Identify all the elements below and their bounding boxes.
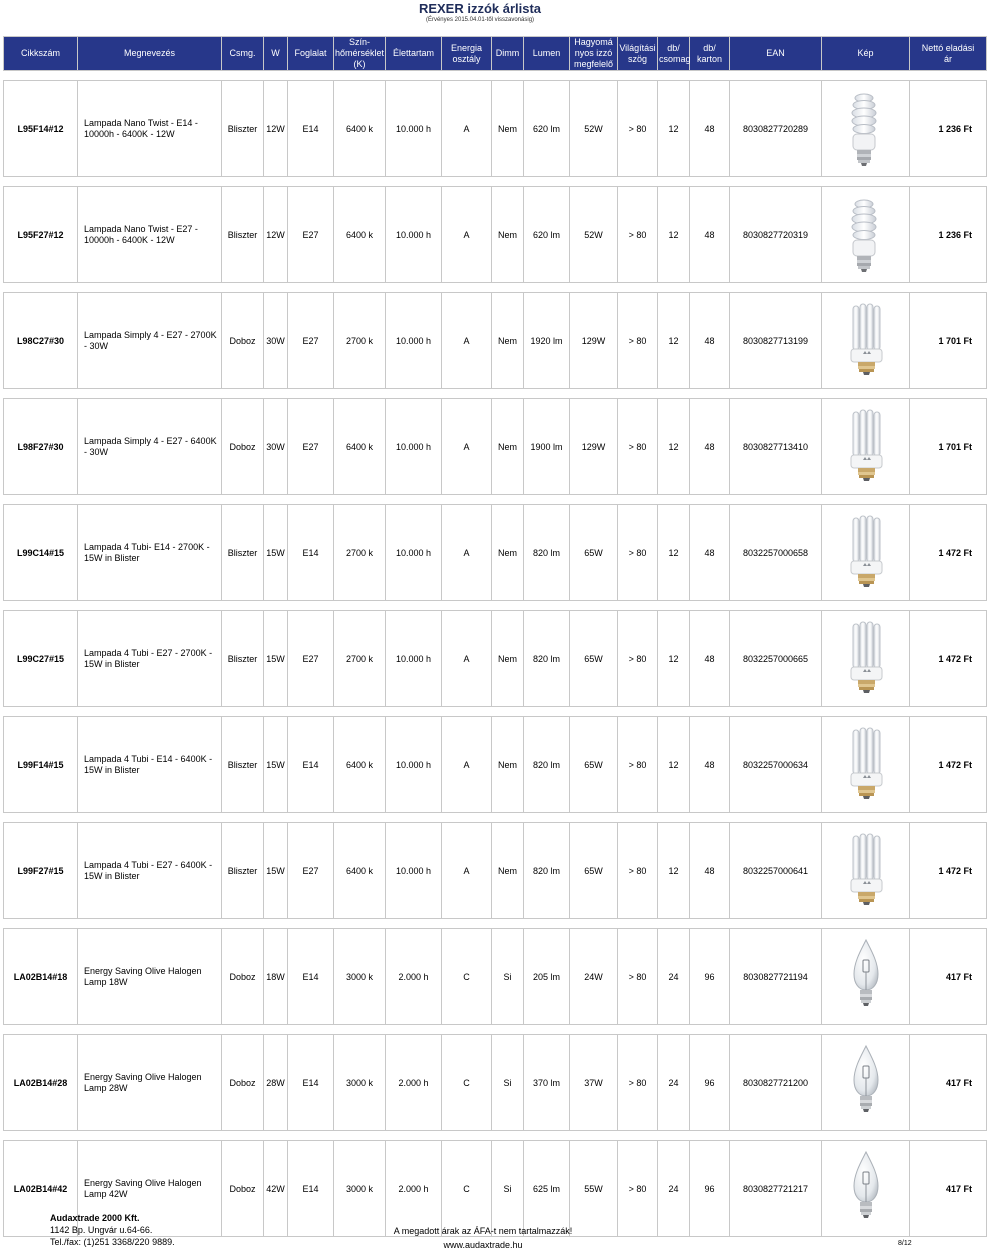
cell-dimmable: Nem [492,81,524,177]
row-spacer [4,71,987,81]
cell-dimmable: Nem [492,823,524,919]
table-row [4,505,987,601]
table-row [4,187,987,283]
cell-pack: Doboz [222,1141,264,1237]
cell-dimmable: Si [492,1035,524,1131]
cell-sku: L99F14#15 [4,717,78,813]
cell-lifetime: 10.000 h [386,717,442,813]
tube-cfl-bulb-icon [844,302,888,380]
cell-watt: 30W [264,293,288,389]
cell-energy-class: A [442,505,492,601]
cell-per-carton: 48 [690,399,730,495]
cell-per-pack: 12 [658,823,690,919]
footer-center [383,1224,583,1252]
cell-price: 417 Ft [910,1035,987,1131]
cell-price: 1 472 Ft [910,505,987,601]
cell-image [822,399,910,495]
cell-sku: LA02B14#28 [4,1035,78,1131]
cell-per-pack: 12 [658,81,690,177]
cell-kelvin: 3000 k [334,929,386,1025]
cell-equivalent: 65W [570,823,618,919]
cell-per-carton: 48 [690,505,730,601]
cell-ean: 8030827720289 [730,81,822,177]
cell-kelvin: 6400 k [334,717,386,813]
document-validity-note: (Érvényes 2015.04.01-től visszavonásig) [425,17,535,23]
cell-lumen: 820 lm [524,823,570,919]
cell-watt: 15W [264,717,288,813]
cell-socket: E14 [288,505,334,601]
table-row [4,399,987,495]
col-header-netto-ar: Nettó eladási ár [910,37,987,71]
cell-kelvin: 2700 k [334,611,386,707]
cell-image [822,505,910,601]
cell-name: Lampada 4 Tubi- E14 - 2700K - 15W in Blister [78,505,222,601]
cell-energy-class: A [442,611,492,707]
cell-dimmable: Si [492,929,524,1025]
cell-pack: Bliszter [222,611,264,707]
cell-price: 417 Ft [910,1141,987,1237]
cell-energy-class: C [442,929,492,1025]
cell-pack: Doboz [222,399,264,495]
tube-cfl-bulb-icon [844,832,888,910]
cell-socket: E27 [288,823,334,919]
col-header-db-karton: db/ karton [690,37,730,71]
cell-image [822,187,910,283]
cell-kelvin: 6400 k [334,399,386,495]
col-header-kep: Kép [822,37,910,71]
cell-watt: 28W [264,1035,288,1131]
cell-beam-angle: > 80 [618,293,658,389]
cell-energy-class: C [442,1141,492,1237]
cell-per-pack: 12 [658,293,690,389]
tube-cfl-bulb-icon [844,514,888,592]
table-row [4,81,987,177]
cell-sku: LA02B14#18 [4,929,78,1025]
cell-sku: L98C27#30 [4,293,78,389]
cell-per-pack: 24 [658,929,690,1025]
cell-equivalent: 52W [570,187,618,283]
cell-ean: 8030827721194 [730,929,822,1025]
spiral-cfl-bulb-icon [844,90,888,168]
cell-socket: E27 [288,399,334,495]
candle-halogen-bulb-icon [844,938,888,1016]
cell-name: Lampada 4 Tubi - E27 - 6400K - 15W in Blister [78,823,222,919]
row-spacer [4,601,987,611]
cell-pack: Bliszter [222,823,264,919]
cell-lumen: 205 lm [524,929,570,1025]
cell-beam-angle: > 80 [618,1141,658,1237]
cell-equivalent: 129W [570,399,618,495]
cell-dimmable: Nem [492,399,524,495]
cell-lifetime: 10.000 h [386,505,442,601]
cell-ean: 8032257000634 [730,717,822,813]
cell-image [822,717,910,813]
cell-socket: E14 [288,929,334,1025]
cell-beam-angle: > 80 [618,1035,658,1131]
cell-per-carton: 96 [690,1141,730,1237]
cell-pack: Bliszter [222,81,264,177]
cell-beam-angle: > 80 [618,929,658,1025]
cell-name: Lampada Simply 4 - E27 - 6400K - 30W [78,399,222,495]
cell-kelvin: 6400 k [334,187,386,283]
cell-beam-angle: > 80 [618,611,658,707]
cell-beam-angle: > 80 [618,399,658,495]
cell-name: Lampada Nano Twist - E27 - 10000h - 6400K - 12W [78,187,222,283]
cell-energy-class: A [442,293,492,389]
cell-ean: 8032257000641 [730,823,822,919]
cell-per-pack: 24 [658,1141,690,1237]
row-spacer-cell [4,495,987,505]
spiral-cfl-bulb-icon [844,196,888,274]
cell-energy-class: A [442,81,492,177]
cell-image [822,823,910,919]
col-header-lumen: Lumen [524,37,570,71]
cell-kelvin: 6400 k [334,81,386,177]
cell-name: Energy Saving Olive Halogen Lamp 28W [78,1035,222,1131]
cell-ean: 8030827721200 [730,1035,822,1131]
row-spacer [4,177,987,187]
cell-equivalent: 65W [570,505,618,601]
cell-kelvin: 2700 k [334,505,386,601]
cell-energy-class: A [442,717,492,813]
cell-beam-angle: > 80 [618,81,658,177]
cell-per-carton: 96 [690,929,730,1025]
cell-price: 1 236 Ft [910,187,987,283]
cell-ean: 8032257000665 [730,611,822,707]
cell-equivalent: 52W [570,81,618,177]
cell-name: Lampada Nano Twist - E14 - 10000h - 6400K - 12W [78,81,222,177]
row-spacer [4,707,987,717]
cell-ean: 8030827713410 [730,399,822,495]
cell-kelvin: 2700 k [334,293,386,389]
row-spacer-cell [4,707,987,717]
row-spacer [4,919,987,929]
cell-socket: E14 [288,717,334,813]
cell-equivalent: 24W [570,929,618,1025]
cell-ean: 8030827713199 [730,293,822,389]
cell-watt: 12W [264,187,288,283]
row-spacer [4,283,987,293]
cell-price: 1 701 Ft [910,399,987,495]
cell-per-pack: 12 [658,611,690,707]
col-header-energia: Energia osztály [442,37,492,71]
table-row [4,929,987,1025]
cell-pack: Bliszter [222,187,264,283]
col-header-dimm: Dimm [492,37,524,71]
cell-price: 1 236 Ft [910,81,987,177]
cell-dimmable: Nem [492,187,524,283]
table-row [4,823,987,919]
cell-sku: L98F27#30 [4,399,78,495]
cell-pack: Doboz [222,929,264,1025]
tube-cfl-bulb-icon [844,408,888,486]
cell-beam-angle: > 80 [618,823,658,919]
cell-energy-class: A [442,187,492,283]
cell-energy-class: C [442,1035,492,1131]
row-spacer-cell [4,177,987,187]
cell-socket: E14 [288,81,334,177]
footer-vat-note: A megadott árak az ÁFA-t nem tartalmazzák! [393,1226,573,1236]
row-spacer [4,389,987,399]
cell-price: 1 701 Ft [910,293,987,389]
col-header-vilagitasi-szog: Világítási szög [618,37,658,71]
cell-lifetime: 2.000 h [386,929,442,1025]
price-list-table [3,36,987,1237]
cell-pack: Doboz [222,293,264,389]
cell-per-carton: 48 [690,293,730,389]
footer-address: 1142 Bp. Ungvár u.64-66. [50,1225,153,1235]
cell-ean: 8030827721217 [730,1141,822,1237]
cell-sku: L99F27#15 [4,823,78,919]
footer-company-info [50,1212,175,1248]
footer-website: www.audaxtrade.hu [443,1240,523,1250]
col-header-db-csomag: db/ csomag [658,37,690,71]
row-spacer [4,1025,987,1035]
cell-per-pack: 12 [658,399,690,495]
cell-lifetime: 10.000 h [386,399,442,495]
cell-per-pack: 24 [658,1035,690,1131]
cell-image [822,929,910,1025]
cell-lifetime: 10.000 h [386,611,442,707]
cell-socket: E14 [288,1035,334,1131]
page-number: 8/12 [898,1240,912,1247]
cell-socket: E27 [288,611,334,707]
cell-dimmable: Si [492,1141,524,1237]
cell-lumen: 620 lm [524,187,570,283]
cell-name: Energy Saving Olive Halogen Lamp 18W [78,929,222,1025]
candle-halogen-bulb-icon [844,1044,888,1122]
footer-phone: Tel./fax: (1)251 3368/220 9889. [50,1237,175,1247]
cell-kelvin: 3000 k [334,1141,386,1237]
cell-lumen: 1920 lm [524,293,570,389]
cell-lifetime: 10.000 h [386,823,442,919]
cell-per-carton: 48 [690,81,730,177]
table-row [4,611,987,707]
row-spacer [4,1131,987,1141]
col-header-watt: W [264,37,288,71]
document-title: REXER izzók árlista [418,1,542,16]
cell-beam-angle: > 80 [618,717,658,813]
row-spacer-cell [4,283,987,293]
cell-lumen: 620 lm [524,81,570,177]
cell-price: 1 472 Ft [910,823,987,919]
cell-sku: L99C27#15 [4,611,78,707]
cell-per-carton: 48 [690,823,730,919]
cell-equivalent: 37W [570,1035,618,1131]
cell-equivalent: 65W [570,611,618,707]
cell-image [822,293,910,389]
cell-image [822,81,910,177]
cell-equivalent: 129W [570,293,618,389]
cell-ean: 8030827720319 [730,187,822,283]
cell-pack: Doboz [222,1035,264,1131]
cell-ean: 8032257000658 [730,505,822,601]
col-header-hagyomanyos: Hagyomá nyos izzó megfelelő [570,37,618,71]
cell-lifetime: 2.000 h [386,1035,442,1131]
cell-image [822,1035,910,1131]
cell-lumen: 820 lm [524,717,570,813]
col-header-foglalat: Foglalat [288,37,334,71]
document-header [0,2,960,24]
cell-dimmable: Nem [492,611,524,707]
col-header-elettartam: Élettartam [386,37,442,71]
col-header-ean: EAN [730,37,822,71]
cell-lifetime: 10.000 h [386,293,442,389]
cell-sku: L95F14#12 [4,81,78,177]
table-header-row [4,37,987,71]
cell-name: Lampada Simply 4 - E27 - 2700K - 30W [78,293,222,389]
col-header-cikkszam: Cikkszám [4,37,78,71]
cell-energy-class: A [442,823,492,919]
cell-per-pack: 12 [658,717,690,813]
row-spacer-cell [4,919,987,929]
cell-watt: 15W [264,823,288,919]
cell-dimmable: Nem [492,293,524,389]
footer-company-name: Audaxtrade 2000 Kft. [50,1213,140,1223]
table-row [4,293,987,389]
cell-socket: E27 [288,187,334,283]
cell-per-carton: 48 [690,611,730,707]
row-spacer [4,813,987,823]
cell-socket: E27 [288,293,334,389]
cell-socket: E14 [288,1141,334,1237]
col-header-csmg: Csmg. [222,37,264,71]
cell-sku: L95F27#12 [4,187,78,283]
cell-sku: L99C14#15 [4,505,78,601]
cell-energy-class: A [442,399,492,495]
row-spacer-cell [4,71,987,81]
cell-price: 1 472 Ft [910,611,987,707]
row-spacer-cell [4,1131,987,1141]
cell-kelvin: 6400 k [334,823,386,919]
cell-kelvin: 3000 k [334,1035,386,1131]
cell-per-carton: 48 [690,717,730,813]
cell-beam-angle: > 80 [618,187,658,283]
cell-watt: 15W [264,505,288,601]
cell-lumen: 625 lm [524,1141,570,1237]
cell-watt: 15W [264,611,288,707]
cell-watt: 30W [264,399,288,495]
row-spacer-cell [4,813,987,823]
cell-lumen: 1900 lm [524,399,570,495]
cell-lumen: 820 lm [524,505,570,601]
cell-price: 1 472 Ft [910,717,987,813]
cell-image [822,611,910,707]
tube-cfl-bulb-icon [844,726,888,804]
cell-dimmable: Nem [492,505,524,601]
cell-beam-angle: > 80 [618,505,658,601]
cell-equivalent: 65W [570,717,618,813]
cell-lifetime: 10.000 h [386,81,442,177]
cell-equivalent: 55W [570,1141,618,1237]
cell-name: Energy Saving Olive Halogen Lamp 42W [78,1141,222,1237]
cell-pack: Bliszter [222,717,264,813]
cell-per-pack: 12 [658,187,690,283]
cell-per-pack: 12 [658,505,690,601]
cell-dimmable: Nem [492,717,524,813]
cell-pack: Bliszter [222,505,264,601]
row-spacer-cell [4,601,987,611]
cell-lumen: 820 lm [524,611,570,707]
row-spacer-cell [4,389,987,399]
tube-cfl-bulb-icon [844,620,888,698]
cell-sku: LA02B14#42 [4,1141,78,1237]
table-row [4,1035,987,1131]
col-header-megnevezes: Megnevezés [78,37,222,71]
cell-price: 417 Ft [910,929,987,1025]
cell-lifetime: 2.000 h [386,1141,442,1237]
cell-watt: 12W [264,81,288,177]
row-spacer [4,495,987,505]
cell-name: Lampada 4 Tubi - E14 - 6400K - 15W in Blister [78,717,222,813]
cell-watt: 42W [264,1141,288,1237]
candle-halogen-bulb-icon [844,1150,888,1228]
row-spacer-cell [4,1025,987,1035]
cell-lumen: 370 lm [524,1035,570,1131]
cell-lifetime: 10.000 h [386,187,442,283]
cell-image [822,1141,910,1237]
cell-per-carton: 48 [690,187,730,283]
cell-watt: 18W [264,929,288,1025]
col-header-szinhomerseklet: Szín- hőmérséklet (K) [335,37,385,69]
table-body [4,71,987,1237]
table-row [4,717,987,813]
cell-per-carton: 96 [690,1035,730,1131]
cell-name: Lampada 4 Tubi - E27 - 2700K - 15W in Blister [78,611,222,707]
